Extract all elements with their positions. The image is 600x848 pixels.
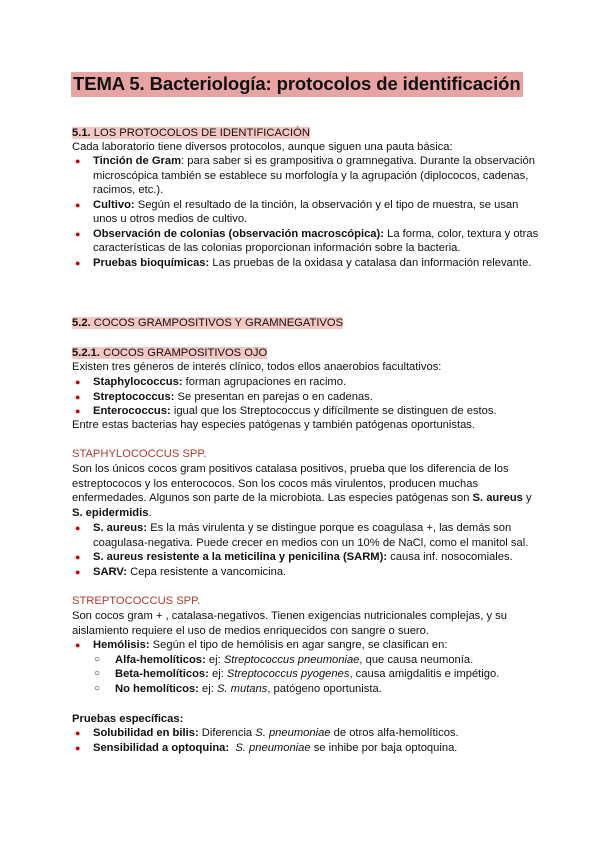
item-text: Cepa resistente a vancomicina. (127, 565, 287, 578)
list-item (72, 726, 542, 741)
item-term: Sensibilidad a optoquina: (93, 741, 230, 754)
item-term: Streptococcus: (93, 390, 175, 403)
section-5-1-list (72, 154, 542, 270)
item-term: Hemólisis: (93, 639, 150, 651)
sub-list-item (72, 682, 542, 697)
paragraph-text: Son los únicos cocos gram positivos catalasa positivos, prueba que los diferencia de los estreptococos y los enterococos. Son los cocos más virulentos, producen muchas enfermedades. Algunos son parte de la microbiota. Las especies patógenas son (72, 463, 509, 504)
species-name: S. aureus (472, 492, 523, 504)
item-term: S. aureus resistente a la meticilina y penicilina (SARM): (93, 551, 388, 563)
list-item (72, 741, 542, 756)
section-5-1-heading (72, 126, 310, 141)
species-name: S. pneumoniae (235, 741, 311, 754)
item-text: igual que los Streptococcus y difícilmente se distinguen de estos. (170, 405, 497, 417)
section-5-2-1-outro: Entre estas bacterias hay especies patógenas y también patógenas oportunistas. (72, 419, 476, 431)
list-item (72, 227, 542, 256)
item-term: Staphylococcus: (93, 376, 183, 388)
section-title: COCOS GRAMPOSITIVOS Y GRAMNEGATIVOS (93, 317, 344, 329)
item-term: No hemolíticos: (115, 682, 199, 695)
item-text: Según el tipo de hemólisis en agar sangre, se clasifican en: (149, 639, 448, 651)
species-name: S. mutans (216, 682, 268, 695)
staphylococcus-heading: STAPHYLOCOCCUS SPP. (72, 448, 207, 460)
item-term: Observación de colonias (observación macroscópica): (93, 227, 384, 240)
section-5-2-heading (72, 316, 343, 331)
item-term: Pruebas bioquímicas: (93, 256, 210, 269)
list-item (72, 404, 542, 419)
paragraph-text: y (522, 492, 532, 504)
pruebas-list (72, 726, 542, 755)
item-text: : para saber si es grampositiva o gramnegativa. Durante la observación microscópica también se establece su morfología y la agrupación (diplococos, cadenas, racimos, etc.). (93, 155, 535, 196)
list-item (72, 550, 542, 565)
item-term: Cultivo: (93, 198, 135, 211)
list-item (72, 565, 542, 580)
list-item (72, 638, 542, 696)
page-title: TEMA 5. Bacteriología: protocolos de identificación (71, 72, 523, 97)
item-term: Solubilidad en bilis: (93, 727, 199, 739)
item-text: ej: (198, 682, 217, 695)
section-5-2-1-heading (72, 346, 267, 361)
item-term: S. aureus: (93, 522, 148, 534)
item-text: ej: (205, 653, 224, 666)
list-item (72, 198, 542, 227)
list-item (72, 256, 542, 271)
pruebas-heading (72, 712, 542, 727)
item-term: SARV: (93, 565, 127, 578)
species-name: S. epidermidis (72, 506, 149, 519)
species-name: Streptococcus pyogenes (226, 668, 350, 680)
paragraph-text: . (148, 506, 152, 519)
item-text: Las pruebas de la oxidasa y catalasa dan información relevante. (209, 256, 532, 269)
item-text: forman agrupaciones en racimo. (182, 376, 347, 388)
sub-list-item (72, 667, 542, 682)
item-term: Tinción de Gram (93, 155, 182, 167)
section-number: 5.2.1. (72, 347, 100, 359)
item-text: Se presentan en parejas o en cadenas. (174, 390, 373, 403)
section-title: LOS PROTOCOLOS DE IDENTIFICACIÓN (93, 127, 310, 139)
streptococcus-heading: STREPTOCOCCUS SPP. (72, 595, 201, 607)
section-title: COCOS GRAMPOSITIVOS OJO (103, 347, 268, 359)
streptococcus-paragraph: Son cocos gram + , catalasa-negativos. Tienen exigencias nutricionales complejas, y su aislamiento requiere el uso de medios enriquecidos con sangre o suero. (72, 610, 507, 637)
item-term: Enterococcus: (93, 405, 171, 417)
list-item (72, 375, 542, 390)
species-name: S. pneumoniae (255, 727, 331, 739)
section-5-2-1-intro: Existen tres géneros de interés clínico, todos ellos anaerobios facultativos: (72, 361, 442, 373)
item-text: ej: (208, 668, 227, 680)
item-text: de otros alfa-hemolíticos. (330, 727, 459, 739)
hemolysis-sublist (72, 653, 542, 697)
item-text: se inhibe por baja optoquina. (310, 741, 458, 754)
item-text: Diferencia (198, 727, 256, 739)
section-5-1-intro: Cada laboratorio tiene diversos protocolos, aunque siguen una pauta básica: (72, 141, 453, 153)
item-text: , causa amigdalitis e impétigo. (349, 668, 500, 680)
item-text: , que causa neumonía. (359, 653, 474, 666)
heading-text: Pruebas específicas: (72, 713, 184, 725)
list-item (72, 154, 542, 198)
staphylococcus-paragraph (72, 462, 542, 520)
item-term: Beta-hemolíticos: (115, 668, 209, 680)
section-number: 5.2. (72, 317, 91, 329)
item-text: Según el resultado de la tinción, la observación y el tipo de muestra, se usan unos u otros medios de cultivo. (93, 198, 519, 225)
species-name: Streptococcus pneumoniae (223, 653, 360, 666)
streptococcus-list (72, 638, 542, 696)
list-item (72, 521, 542, 550)
section-number: 5.1. (72, 127, 91, 139)
staphylococcus-list (72, 521, 542, 579)
item-text: causa inf. nosocomiales. (387, 551, 513, 563)
item-term: Alfa-hemolíticos: (115, 653, 206, 666)
item-text: , patógeno oportunista. (267, 682, 382, 695)
item-text: La forma, color, textura y otras características de las colonias proporcionan información sobre la bacteria. (93, 227, 539, 254)
item-text: Es la más virulenta y se distingue porque es coagulasa +, las demás son coagulasa-negativa. Puede crecer en medios con un 10% de NaCl, como el manitol sal. (93, 522, 529, 549)
section-5-2-1-list (72, 375, 542, 419)
sub-list-item (72, 653, 542, 668)
list-item (72, 390, 542, 405)
